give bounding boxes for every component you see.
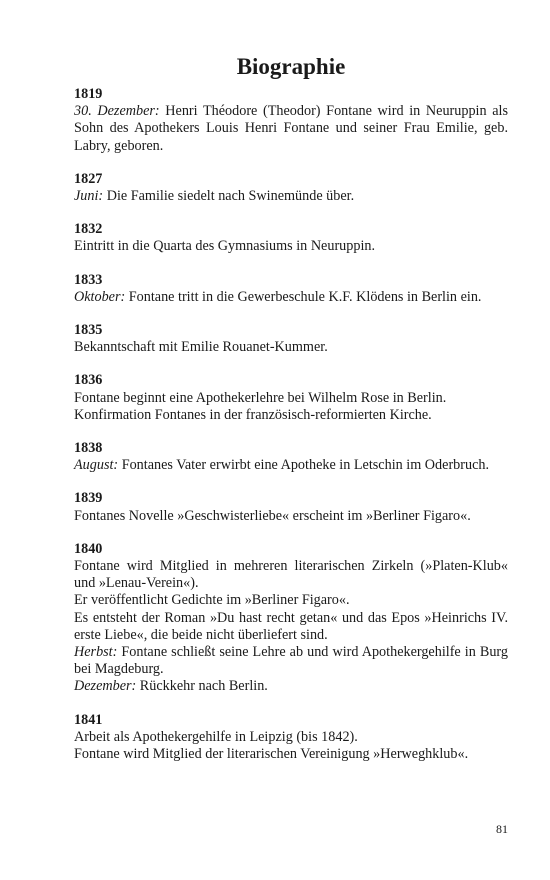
page-number: 81: [496, 822, 508, 836]
page-content: [74, 52, 508, 779]
entry-year: 1832: [74, 221, 103, 238]
entry-line: [74, 457, 508, 474]
entry-text: Arbeit als Apothekergehilfe in Leipzig (bis 1842).: [74, 728, 358, 745]
entry-text: Fontane schließt seine Lehre ab und wird Apothekergehilfe in Burg bei Magdeburg.: [74, 644, 508, 678]
entry-text: Rückkehr nach Berlin.: [136, 678, 268, 695]
entry-date-label: Herbst:: [74, 644, 118, 661]
entry-year: 1835: [74, 322, 103, 339]
entry-text: Fontanes Novelle »Geschwisterliebe« erscheint im »Berliner Figaro«.: [74, 507, 471, 524]
entry-line: [74, 558, 508, 592]
entry-1841: [74, 712, 508, 764]
entry-year: 1839: [74, 490, 103, 507]
entry-1836: [74, 372, 508, 424]
entry-1833: [74, 272, 508, 306]
entry-line: [74, 390, 508, 407]
entry-line: [74, 746, 508, 763]
entry-text: Fontane beginnt eine Apothekerlehre bei Wilhelm Rose in Berlin.: [74, 389, 447, 406]
entry-1840: [74, 541, 508, 696]
entry-1827: [74, 171, 508, 205]
entry-year: 1840: [74, 540, 103, 557]
entry-date-label: August:: [74, 457, 119, 474]
entry-line: [74, 103, 508, 155]
entry-year: 1819: [74, 86, 103, 102]
entry-text: Fontane wird Mitglied in mehreren literarischen Zirkeln (»Platen-Klub« und »Lenau-Verein«).: [74, 558, 508, 592]
entry-text: Die Familie siedelt nach Swinemünde über.: [103, 188, 355, 205]
entry-text: Fontanes Vater erwirbt eine Apotheke in Letschin im Oderbruch.: [118, 457, 490, 474]
entry-1835: [74, 322, 508, 356]
entry-line: [74, 508, 508, 525]
entry-line: [74, 678, 508, 695]
entry-1832: [74, 221, 508, 255]
entry-line: [74, 238, 508, 255]
entry-line: [74, 644, 508, 678]
entry-text: Es entsteht der Roman »Du hast recht getan« und das Epos »Heinrichs IV. erste Liebe«, die beide nicht überliefert sind.: [74, 609, 508, 643]
entry-year: 1827: [74, 170, 103, 187]
entry-1838: [74, 440, 508, 474]
entry-line: [74, 339, 508, 356]
entry-date-label: 30. Dezember:: [74, 103, 160, 120]
entry-text: Henri Théodore (Theodor) Fontane wird in Neuruppin als Sohn des Apothekers Louis Henri Fontane und seiner Frau Emilie, geb. Labry, geboren.: [74, 103, 508, 154]
entry-date-label: Juni:: [74, 188, 104, 205]
entry-1819: [74, 86, 508, 155]
entry-line: [74, 407, 508, 424]
entry-1839: [74, 490, 508, 524]
entry-line: [74, 729, 508, 746]
entry-year: 1841: [74, 711, 103, 728]
entry-year: 1836: [74, 372, 103, 389]
entry-line: [74, 592, 508, 609]
entry-text: Konfirmation Fontanes in der französisch-reformierten Kirche.: [74, 406, 432, 423]
entry-text: Eintritt in die Quarta des Gymnasiums in Neuruppin.: [74, 238, 376, 255]
entry-date-label: Oktober:: [74, 288, 126, 305]
entry-line: [74, 610, 508, 644]
entry-year: 1838: [74, 440, 103, 457]
entry-line: [74, 188, 508, 205]
entry-text: Er veröffentlicht Gedichte im »Berliner Figaro«.: [74, 592, 350, 609]
page-title: Biographie: [236, 54, 346, 79]
entry-year: 1833: [74, 271, 103, 288]
entry-date-label: Dezember:: [74, 678, 137, 695]
entry-text: Bekanntschaft mit Emilie Rouanet-Kummer.: [74, 339, 328, 356]
entry-line: [74, 289, 508, 306]
entry-text: Fontane wird Mitglied der literarischen Vereinigung »Herweghklub«.: [74, 746, 469, 763]
entry-text: Fontane tritt in die Gewerbeschule K.F. Klödens in Berlin ein.: [125, 288, 482, 305]
